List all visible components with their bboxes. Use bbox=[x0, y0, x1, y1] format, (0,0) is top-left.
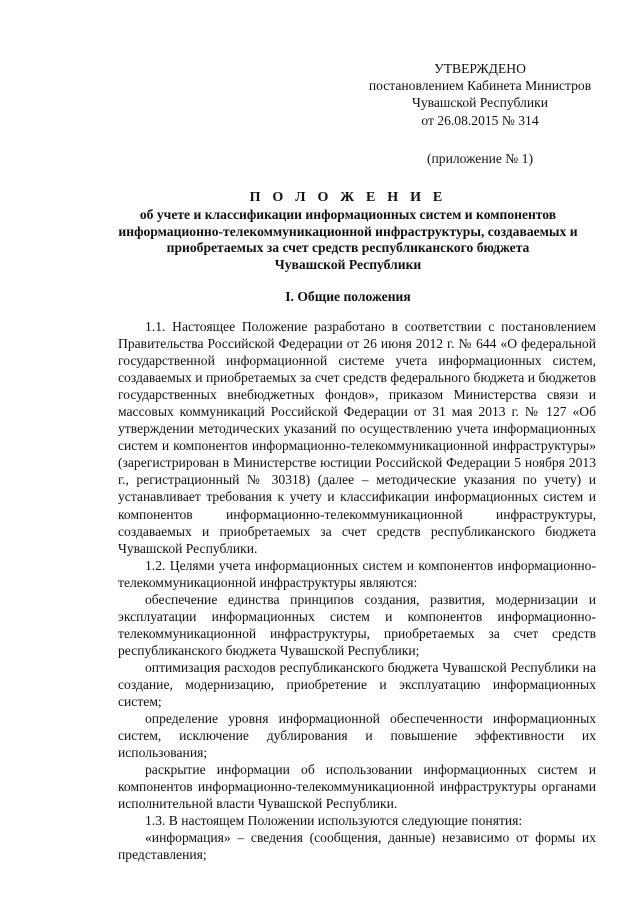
title-subtitle-line-1: об учете и классификации информационных систем и компонентов bbox=[139, 206, 557, 222]
goal-item-disclosure: раскрытие информации об использовании информационных систем и компонентов информационно-телекоммуникационной инфраструктуры органами исполнительной власти Чувашской Республики. bbox=[118, 762, 596, 812]
section-heading: I. Общие положения bbox=[285, 289, 411, 304]
document-body bbox=[118, 318, 596, 864]
paragraph-1-1: 1.1. Настоящее Положение разработано в соответствии с постановлением Правительства Российской Федерации от 26 июня 2012 г. № 644 «О федеральной государственной информационной системе учета информационных систем, создаваемых и приобретаемых за счет средств федерального бюджета и бюджетов государственных внебюджетных фондов», приказом Министерства связи и массовых коммуникаций Российской Федерации от 31 мая 2013 г. № 127 «Об утверждении методических указаний по осуществлению учета информационных систем и компонентов информационно-телекоммуникационной инфраструктуры» (зарегистрирован в Министерстве юстиции Российской Федерации 5 ноября 2013 г., регистрационный № 30318) (далее – методические указания по учету) и устанавливает требования к учету и классификации информационных систем и компонентов информационно-телекоммуникационной инфраструктуры, создаваемых и приобретаемых за счет средств республиканского бюджета Чувашской Республики. bbox=[118, 319, 596, 556]
title-main: П О Л О Ж Е Н И Е bbox=[249, 190, 447, 205]
approval-stamp-block bbox=[350, 60, 610, 167]
approval-issuer: постановлением Кабинета Министров bbox=[368, 78, 592, 94]
paragraph-1-2: 1.2. Целями учета информационных систем и компонентов информационно-телекоммуникационной инфраструктуры являются: bbox=[118, 557, 596, 590]
title-subtitle-line-3: приобретаемых за счет средств республиканского бюджета bbox=[166, 240, 530, 256]
title-subtitle-line-2: информационно-телекоммуникационной инфраструктуры, создаваемых и bbox=[118, 223, 578, 239]
definition-information: «информация» – сведения (сообщения, данные) независимо от формы их представления; bbox=[118, 830, 596, 863]
approval-date-number: от 26.08.2015 № 314 bbox=[421, 112, 539, 128]
approval-republic: Чувашской Республики bbox=[412, 95, 548, 111]
goal-item-optimization: оптимизация расходов республиканского бюджета Чувашской Республики на создание, модернизацию, приобретение и эксплуатацию информационных систем; bbox=[118, 659, 596, 710]
document-title bbox=[108, 190, 588, 274]
annex-label: (приложение № 1) bbox=[426, 150, 534, 166]
approval-heading: УТВЕРЖДЕНО bbox=[434, 61, 526, 76]
paragraph-1-3: 1.3. В настоящем Положении используются следующие понятия: bbox=[145, 813, 523, 829]
goal-item-assessment: определение уровня информационной обеспеченности информационных систем, исключение дублирования и повышение эффективности их использования; bbox=[118, 711, 596, 761]
goal-item-unity: обеспечение единства принципов создания, развития, модернизации и эксплуатации информационных систем и компонентов информационно-телекоммуникационной инфраструктуры, приобретаемых за счет средств республиканского бюджета Чувашской Республики; bbox=[118, 591, 596, 658]
title-subtitle-line-4: Чувашской Республики bbox=[274, 257, 422, 273]
